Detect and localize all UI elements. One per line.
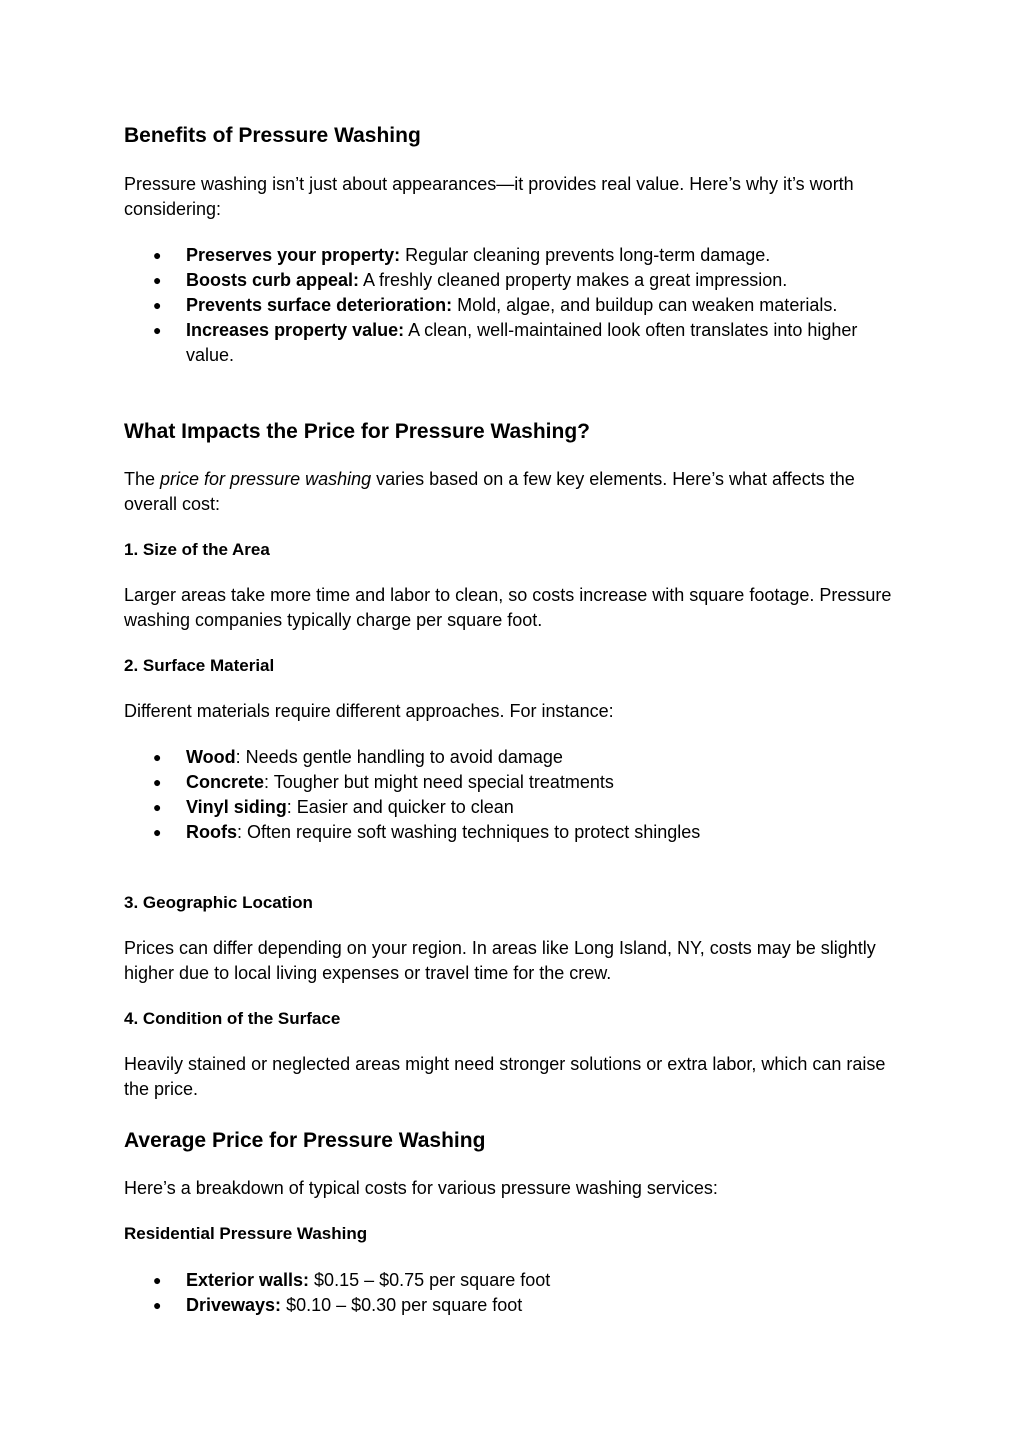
list-item: ● Concrete: Tougher but might need special treatments	[124, 770, 904, 795]
bullet-icon: ●	[153, 749, 162, 765]
residential-list	[124, 1268, 904, 1318]
bullet-icon: ●	[153, 1297, 162, 1313]
material-intro: Different materials require different approaches. For instance:	[124, 701, 614, 721]
condition-heading: 4. Condition of the Surface	[124, 1009, 341, 1028]
average-intro: Here’s a breakdown of typical costs for various pressure washing services:	[124, 1178, 718, 1198]
benefits-list	[124, 243, 904, 368]
benefits-intro: Pressure washing isn’t just about appearances—it provides real value. Here’s why it’s worth considering:	[124, 174, 854, 219]
bullet-icon: ●	[153, 272, 162, 288]
material-heading: 2. Surface Material	[124, 656, 275, 675]
list-item: ● Increases property value: A clean, well-maintained look often translates into higher value.	[153, 320, 858, 365]
list-item: ● Vinyl siding: Easier and quicker to clean	[124, 795, 904, 820]
list-item: ● Exterior walls: $0.15 – $0.75 per square foot	[124, 1268, 904, 1293]
condition-text: Heavily stained or neglected areas might need stronger solutions or extra labor, which can raise the price.	[124, 1054, 886, 1099]
list-item: ● Prevents surface deterioration: Mold, algae, and buildup can weaken materials.	[124, 293, 904, 318]
benefits-heading: Benefits of Pressure Washing	[124, 124, 421, 147]
bullet-icon: ●	[153, 774, 162, 790]
list-item: ● Boosts curb appeal: A freshly cleaned property makes a great impression.	[124, 268, 904, 293]
location-text: Prices can differ depending on your region. In areas like Long Island, NY, costs may be slightly higher due to local living expenses or travel time for the crew.	[124, 938, 876, 983]
residential-heading: Residential Pressure Washing	[124, 1224, 368, 1243]
material-list	[124, 745, 904, 845]
bullet-icon: ●	[153, 1272, 162, 1288]
list-item: ● Roofs: Often require soft washing techniques to protect shingles	[124, 820, 904, 845]
size-heading: 1. Size of the Area	[124, 540, 270, 559]
average-heading: Average Price for Pressure Washing	[124, 1129, 486, 1152]
bullet-icon: ●	[153, 297, 162, 313]
impacts-heading: What Impacts the Price for Pressure Washing?	[124, 420, 590, 443]
bullet-icon: ●	[153, 824, 162, 840]
list-item: ● Preserves your property: Regular cleaning prevents long-term damage.	[124, 243, 904, 268]
bullet-icon: ●	[153, 247, 162, 263]
location-heading: 3. Geographic Location	[124, 893, 313, 912]
list-item: ● Driveways: $0.10 – $0.30 per square foot	[124, 1293, 904, 1318]
bullet-icon: ●	[153, 799, 162, 815]
list-item: ● Wood: Needs gentle handling to avoid damage	[124, 745, 904, 770]
impacts-intro: The price for pressure washing varies based on a few key elements. Here’s what affects the overall cost:	[124, 469, 855, 514]
bullet-icon: ●	[153, 322, 162, 338]
size-text: Larger areas take more time and labor to clean, so costs increase with square footage. Pressure washing companies typically charge per square foot.	[124, 585, 892, 630]
